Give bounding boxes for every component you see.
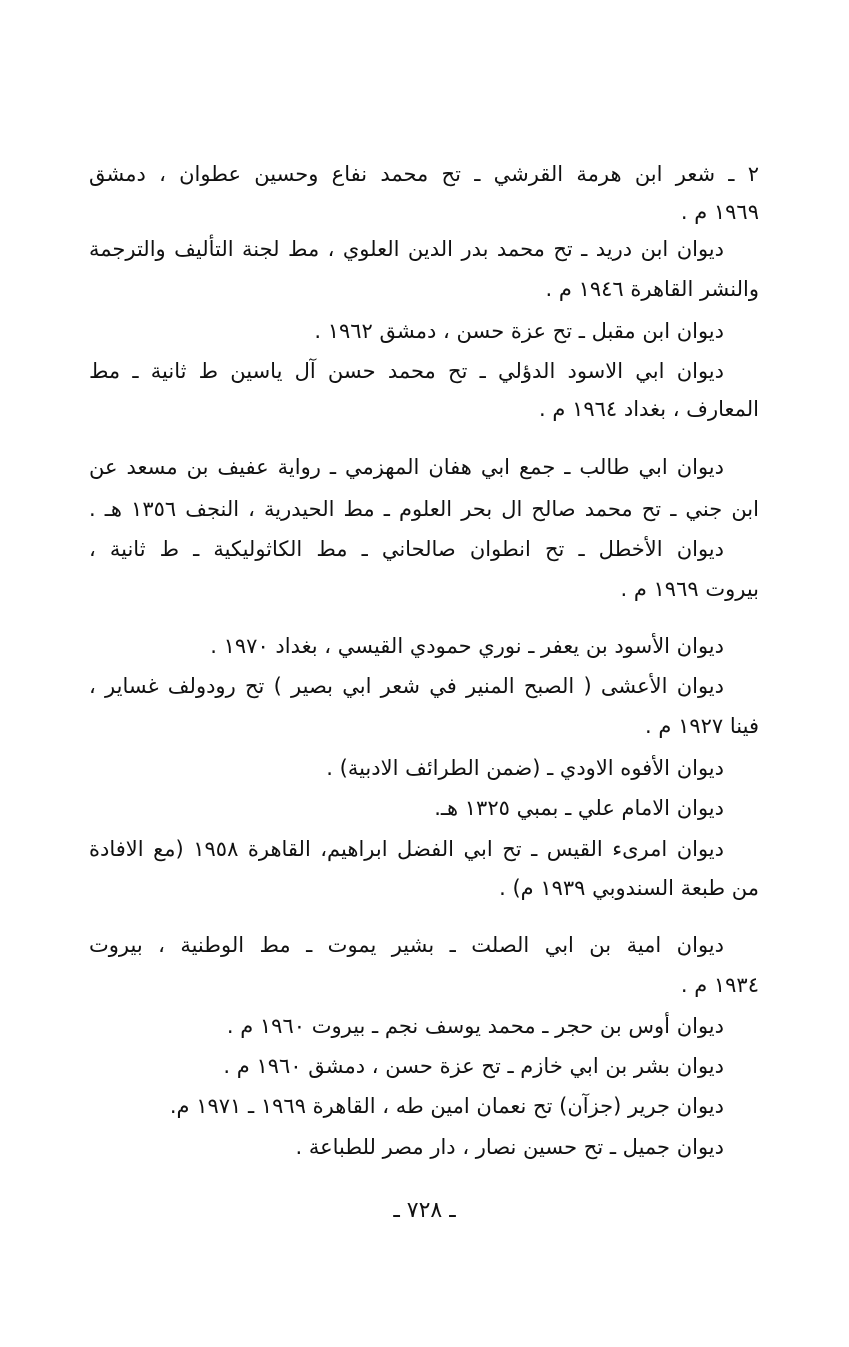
bibliography-line: ديوان أوس بن حجر ـ محمد يوسف نجم ـ بيروت ١٩٦٠ م . [226,1014,724,1038]
bibliography-line: ديوان ابي طالب ـ جمع ابي هفان المهزمي ـ رواية عفيف بن مسعد عن [89,455,724,479]
bibliography-line: ديوان امرىء القيس ـ تح ابي الفضل ابراهيم، القاهرة ١٩٥٨ (مع الافادة [89,837,724,861]
bibliography-line: المعارف ، بغداد ١٩٦٤ م . [539,397,759,421]
page-number: ـ ٧٢٨ ـ [393,1198,456,1223]
bibliography-line: من طبعة السندوبي ١٩٣٩ م) . [499,876,759,900]
bibliography-line: بيروت ١٩٦٩ م . [620,577,759,601]
bibliography-line: ابن جني ـ تح محمد صالح ال بحر العلوم ـ مط الحيدرية ، النجف ١٣٥٦ هـ . [89,497,759,521]
bibliography-line: ديوان الأعشى ( الصبح المنير في شعر ابي بصير ) تح رودولف غساير ، [89,674,724,698]
bibliography-line: ديوان الأخطل ـ تح انطوان صالحاني ـ مط الكاثوليكية ـ ط ثانية ، [89,537,724,561]
bibliography-line: ديوان جميل ـ تح حسين نصار ، دار مصر للطباعة . [295,1135,724,1159]
bibliography-line: ديوان الامام علي ـ بمبي ١٣٢٥ هـ. [434,796,724,820]
bibliography-line: ديوان الأفوه الاودي ـ (ضمن الطرائف الادبية) . [326,756,724,780]
bibliography-line: ١٩٣٤ م . [680,973,759,997]
bibliography-line: ٢ ـ شعر ابن هرمة القرشي ـ تح محمد نفاع وحسين عطوان ، دمشق [89,162,759,186]
bibliography-line: ديوان الأسود بن يعفر ـ نوري حمودي القيسي ، بغداد ١٩٧٠ . [210,634,724,658]
bibliography-line: ديوان امية بن ابي الصلت ـ بشير يموت ـ مط الوطنية ، بيروت [89,933,724,957]
bibliography-line: فينا ١٩٢٧ م . [645,714,759,738]
bibliography-line: ديوان ابي الاسود الدؤلي ـ تح محمد حسن آل ياسين ط ثانية ـ مط [89,359,724,383]
bibliography-line: ١٩٦٩ م . [680,200,759,224]
bibliography-line: والنشر القاهرة ١٩٤٦ م . [545,277,759,301]
bibliography-line: ديوان ابن مقبل ـ تح عزة حسن ، دمشق ١٩٦٢ . [314,319,724,343]
bibliography-line: ديوان ابن دريد ـ تح محمد بدر الدين العلوي ، مط لجنة التأليف والترجمة [89,237,724,261]
bibliography-line: ديوان بشر بن ابي خازم ـ تح عزة حسن ، دمشق ١٩٦٠ م . [223,1054,724,1078]
bibliography-line: ديوان جرير (جزآن) تح نعمان امين طه ، القاهرة ١٩٦٩ ـ ١٩٧١ م. [169,1094,724,1118]
